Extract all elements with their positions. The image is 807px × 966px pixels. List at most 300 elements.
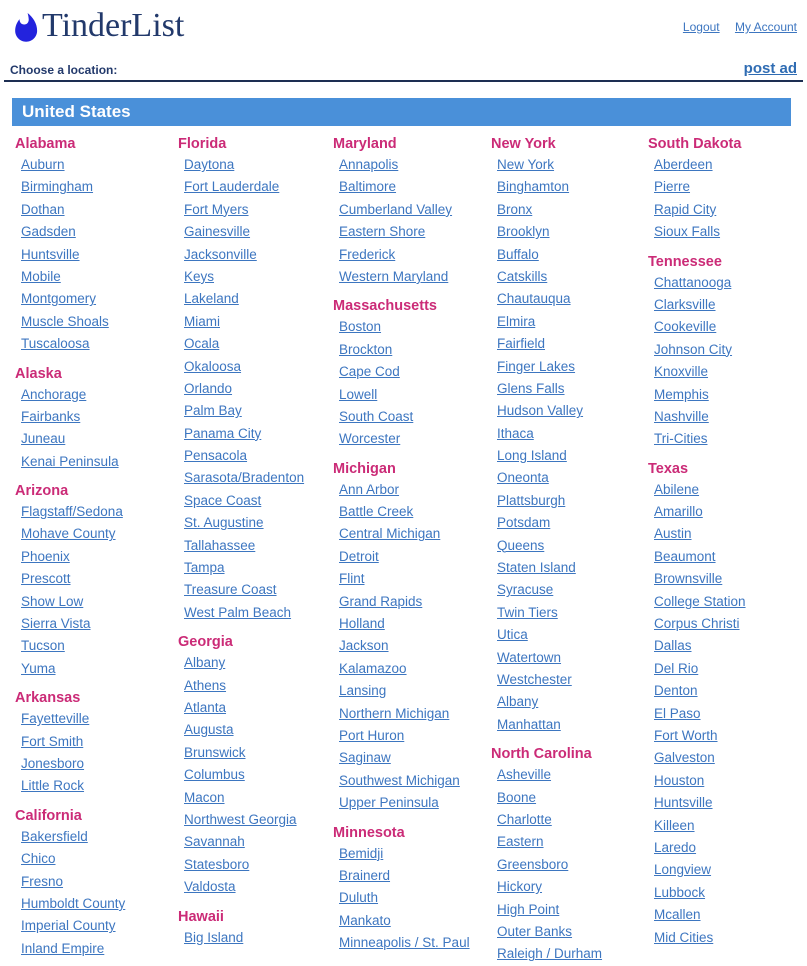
city-link[interactable]: Syracuse <box>497 582 554 598</box>
tinderlist-logo[interactable] <box>10 8 184 44</box>
state-group <box>15 689 178 798</box>
city-link[interactable]: Binghamton <box>497 179 570 195</box>
city-list-item <box>184 266 333 288</box>
city-link[interactable]: Hudson Valley <box>497 403 584 419</box>
city-link[interactable]: Statesboro <box>184 856 250 872</box>
city-list-item <box>184 579 333 601</box>
city-link[interactable]: Eastern <box>497 834 544 850</box>
country-title: United States <box>22 102 131 121</box>
city-link[interactable]: Tucson <box>21 638 65 654</box>
city-link[interactable]: Kenai Peninsula <box>21 453 119 469</box>
city-link[interactable]: Northwest Georgia <box>184 811 297 827</box>
city-list-item <box>654 680 807 702</box>
city-link[interactable]: Dallas <box>654 638 692 654</box>
city-list-item <box>21 333 178 355</box>
city-link[interactable]: Montgomery <box>21 291 97 307</box>
city-list-item <box>654 613 807 635</box>
city-link[interactable]: Houston <box>654 772 705 788</box>
state-group <box>333 135 491 288</box>
city-link[interactable]: Palm Bay <box>184 403 242 419</box>
city-list-item <box>339 568 491 590</box>
city-list <box>648 479 807 949</box>
city-link[interactable]: Clarksville <box>654 296 716 312</box>
city-list-item <box>339 725 491 747</box>
my-account-link[interactable]: My Account <box>734 20 797 34</box>
city-list-item <box>184 512 333 534</box>
city-list <box>333 843 491 955</box>
city-link[interactable]: Austin <box>654 526 692 542</box>
city-link[interactable]: Savannah <box>184 834 245 850</box>
city-list-item <box>654 725 807 747</box>
city-link[interactable]: Battle Creek <box>339 504 414 520</box>
city-link[interactable]: Utica <box>497 627 528 643</box>
city-link[interactable]: Atlanta <box>184 699 227 715</box>
city-link[interactable]: West Palm Beach <box>184 604 292 620</box>
city-list-item <box>21 871 178 893</box>
city-link[interactable]: Brownsville <box>654 571 723 587</box>
city-list-item <box>21 221 178 243</box>
city-list-item <box>339 703 491 725</box>
city-list-item <box>21 546 178 568</box>
city-list-item <box>339 523 491 545</box>
city-link[interactable]: Corpus Christi <box>654 616 740 632</box>
city-link[interactable]: Panama City <box>184 425 262 441</box>
city-link[interactable]: Laredo <box>654 839 697 855</box>
city-list-item <box>497 669 648 691</box>
city-link[interactable]: Southwest Michigan <box>339 772 460 788</box>
city-link[interactable]: Sierra Vista <box>21 616 91 632</box>
city-link[interactable]: Little Rock <box>21 778 85 794</box>
city-link[interactable]: Athens <box>184 677 227 693</box>
state-header: North Carolina <box>491 746 592 763</box>
city-list-item <box>339 221 491 243</box>
city-link[interactable]: Huntsville <box>21 246 80 262</box>
city-list-item <box>339 339 491 361</box>
state-header: Florida <box>178 136 227 152</box>
city-list-item <box>497 378 648 400</box>
city-list-item <box>21 568 178 590</box>
city-list-item <box>497 244 648 266</box>
city-list-item <box>184 719 333 741</box>
state-header: California <box>15 807 82 824</box>
city-link[interactable]: Boone <box>497 789 537 805</box>
city-link[interactable]: Lowell <box>339 386 378 402</box>
city-link[interactable]: Jacksonville <box>184 246 257 262</box>
city-list <box>15 501 178 680</box>
city-link[interactable]: Dothan <box>21 201 65 217</box>
city-link[interactable]: Saginaw <box>339 750 391 766</box>
city-list <box>15 384 178 474</box>
city-link[interactable]: Orlando <box>184 380 233 396</box>
city-link[interactable]: Chico <box>21 851 56 867</box>
city-list-item <box>339 680 491 702</box>
city-link[interactable]: Macon <box>184 789 225 805</box>
city-list-item <box>654 406 807 428</box>
city-link[interactable]: Ithaca <box>497 425 534 441</box>
city-link[interactable]: Mohave County <box>21 526 116 542</box>
city-link[interactable]: Space Coast <box>184 492 262 508</box>
city-link[interactable]: Albany <box>184 655 226 671</box>
city-list <box>333 479 491 815</box>
city-link[interactable]: Cape Cod <box>339 364 400 380</box>
city-link[interactable]: Raleigh / Durham <box>497 946 603 962</box>
city-list-item <box>497 899 648 921</box>
state-group <box>178 135 333 624</box>
city-link[interactable]: Aberdeen <box>654 157 713 172</box>
city-link[interactable]: Mobile <box>21 268 61 284</box>
city-list-item <box>497 423 648 445</box>
city-list-item <box>654 176 807 198</box>
state-group <box>648 135 807 244</box>
city-link[interactable]: El Paso <box>654 705 701 721</box>
city-link[interactable]: Kalamazoo <box>339 660 407 676</box>
city-link[interactable]: Brunswick <box>184 744 246 760</box>
city-link[interactable]: Jackson <box>339 638 389 654</box>
city-link[interactable]: Ocala <box>184 336 220 352</box>
state-group <box>178 908 333 949</box>
city-list-item <box>497 512 648 534</box>
city-list <box>491 154 648 736</box>
city-link[interactable]: Brooklyn <box>497 224 550 240</box>
city-link[interactable]: Cookeville <box>654 319 717 335</box>
city-list-item <box>21 288 178 310</box>
city-link[interactable]: Denton <box>654 683 698 699</box>
city-link[interactable]: Eastern Shore <box>339 224 426 240</box>
city-list-item <box>184 764 333 786</box>
city-link[interactable]: Fort Smith <box>21 733 84 749</box>
city-link[interactable]: Gainesville <box>184 224 251 240</box>
city-list-item <box>497 199 648 221</box>
city-link[interactable]: Buffalo <box>497 246 539 262</box>
city-link[interactable]: Greensboro <box>497 856 569 872</box>
city-link[interactable]: Glens Falls <box>497 380 565 396</box>
city-link[interactable]: Frederick <box>339 246 396 262</box>
city-link[interactable]: Brockton <box>339 341 393 357</box>
city-link[interactable]: Lansing <box>339 683 387 699</box>
city-link[interactable]: Nashville <box>654 408 709 424</box>
city-list-item <box>654 479 807 501</box>
city-list-item <box>339 887 491 909</box>
state-group <box>648 253 807 451</box>
city-list <box>648 272 807 451</box>
logout-link[interactable]: Logout <box>682 20 720 34</box>
city-link[interactable]: Columbus <box>184 767 245 783</box>
divider-rule <box>4 80 803 82</box>
top-bar <box>0 0 807 44</box>
city-link[interactable]: Long Island <box>497 448 567 464</box>
city-link[interactable]: Bemidji <box>339 845 384 861</box>
city-link[interactable]: Johnson City <box>654 341 733 357</box>
city-link[interactable]: Sarasota/Bradenton <box>184 470 305 486</box>
city-list-item <box>21 428 178 450</box>
city-link[interactable]: St. Augustine <box>184 515 264 531</box>
state-header: Alabama <box>15 136 76 152</box>
city-link[interactable]: Jonesboro <box>21 755 85 771</box>
city-link[interactable]: Grand Rapids <box>339 593 423 609</box>
city-list-item <box>21 731 178 753</box>
state-header: South Dakota <box>648 136 742 152</box>
city-list-item <box>654 316 807 338</box>
city-link[interactable]: Bakersfield <box>21 828 88 844</box>
city-link[interactable]: Auburn <box>21 157 65 172</box>
logo-text: TinderList <box>42 7 185 44</box>
city-list-item <box>184 652 333 674</box>
city-list-item <box>184 490 333 512</box>
city-link[interactable]: Charlotte <box>497 811 552 827</box>
city-link[interactable]: Staten Island <box>497 560 576 576</box>
city-link[interactable]: Fresno <box>21 873 64 889</box>
city-link[interactable]: Rapid City <box>654 201 717 217</box>
city-link[interactable]: Port Huron <box>339 727 405 743</box>
city-list-item <box>339 658 491 680</box>
city-link[interactable]: Show Low <box>21 593 84 609</box>
city-link[interactable]: Westchester <box>497 671 572 687</box>
city-list-item <box>21 199 178 221</box>
city-link[interactable]: Abilene <box>654 481 700 497</box>
city-list-item <box>654 770 807 792</box>
state-column-2 <box>178 126 333 966</box>
city-list-item <box>21 501 178 523</box>
post-ad-link[interactable]: post ad <box>743 60 797 77</box>
city-link[interactable]: Hickory <box>497 879 543 895</box>
city-link[interactable]: Daytona <box>184 157 235 172</box>
city-link[interactable]: Western Maryland <box>339 268 449 284</box>
state-group <box>333 297 491 450</box>
city-link[interactable]: Central Michigan <box>339 526 441 542</box>
city-link[interactable]: Huntsville <box>654 795 713 811</box>
city-link[interactable]: Flagstaff/Sedona <box>21 504 123 520</box>
city-list-item <box>497 266 648 288</box>
city-link[interactable]: Minneapolis / St. Paul <box>339 935 470 951</box>
city-link[interactable]: Northern Michigan <box>339 705 450 721</box>
city-link[interactable]: Manhattan <box>497 716 561 732</box>
city-list-item <box>654 703 807 725</box>
city-link[interactable]: Fort Lauderdale <box>184 179 280 195</box>
city-link[interactable]: Chattanooga <box>654 274 732 290</box>
city-link[interactable]: Asheville <box>497 767 552 783</box>
city-link[interactable]: Oneonta <box>497 470 549 486</box>
city-list-item <box>497 176 648 198</box>
city-list-item <box>21 775 178 797</box>
city-link[interactable]: Tallahassee <box>184 537 256 553</box>
city-link[interactable]: Fort Worth <box>654 727 718 743</box>
city-link[interactable]: Okaloosa <box>184 358 242 374</box>
city-list-item <box>497 400 648 422</box>
city-list-item <box>497 854 648 876</box>
city-list-item <box>339 244 491 266</box>
city-link[interactable]: Elmira <box>497 313 536 329</box>
city-list-item <box>654 272 807 294</box>
city-list-item <box>21 176 178 198</box>
city-link[interactable]: College Station <box>654 593 746 609</box>
city-list-item <box>497 288 648 310</box>
city-link[interactable]: Fairfield <box>497 336 546 352</box>
city-list-item <box>184 199 333 221</box>
state-group <box>333 824 491 955</box>
location-columns <box>0 126 807 966</box>
city-link[interactable]: Humboldt County <box>21 895 126 911</box>
city-list-item <box>654 384 807 406</box>
state-group <box>15 482 178 680</box>
city-link[interactable]: Flint <box>339 571 365 587</box>
city-link[interactable]: Chautauqua <box>497 291 571 307</box>
city-link[interactable]: Galveston <box>654 750 715 766</box>
city-link[interactable]: Potsdam <box>497 515 551 531</box>
city-link[interactable]: Finger Lakes <box>497 358 576 374</box>
city-list-item <box>654 882 807 904</box>
city-link[interactable]: Detroit <box>339 548 379 564</box>
city-link[interactable]: Boston <box>339 319 382 335</box>
city-list-item <box>497 787 648 809</box>
city-link[interactable]: Inland Empire <box>21 940 105 956</box>
city-link[interactable]: Tri-Cities <box>654 431 708 447</box>
city-link[interactable]: Watertown <box>497 649 562 665</box>
city-link[interactable]: Keys <box>184 268 215 284</box>
city-link[interactable]: South Coast <box>339 408 414 424</box>
city-link[interactable]: Sioux Falls <box>654 224 721 240</box>
city-list-item <box>497 921 648 943</box>
city-link[interactable]: Holland <box>339 616 385 632</box>
city-list-item <box>497 467 648 489</box>
city-list-item <box>21 244 178 266</box>
city-list-item <box>21 266 178 288</box>
city-link[interactable]: Mankato <box>339 912 391 928</box>
city-list <box>15 826 178 960</box>
city-list-item <box>339 792 491 814</box>
city-link[interactable]: Annapolis <box>339 157 399 172</box>
city-link[interactable]: Lakeland <box>184 291 239 307</box>
city-link[interactable]: Fairbanks <box>21 408 81 424</box>
city-link[interactable]: Worcester <box>339 431 401 447</box>
city-list-item <box>21 311 178 333</box>
city-list-item <box>339 635 491 657</box>
city-link[interactable]: Catskills <box>497 268 548 284</box>
city-link[interactable]: Ann Arbor <box>339 481 400 497</box>
city-list-item <box>339 546 491 568</box>
city-link[interactable]: Fort Myers <box>184 201 249 217</box>
state-header: Michigan <box>333 460 396 477</box>
city-link[interactable]: Beaumont <box>654 548 716 564</box>
city-link[interactable]: Tuscaloosa <box>21 336 90 352</box>
city-list-item <box>497 535 648 557</box>
state-header: Massachusetts <box>333 298 437 315</box>
city-link[interactable]: Juneau <box>21 431 66 447</box>
city-list-item <box>654 815 807 837</box>
flame-icon <box>10 12 41 43</box>
city-link[interactable]: Del Rio <box>654 660 699 676</box>
state-header: New York <box>491 136 556 152</box>
city-link[interactable]: Pierre <box>654 179 691 195</box>
city-list-item <box>184 176 333 198</box>
city-list-item <box>21 826 178 848</box>
city-link[interactable]: Phoenix <box>21 548 70 564</box>
city-link[interactable]: Augusta <box>184 722 234 738</box>
city-list-item <box>497 154 648 176</box>
state-column-4 <box>491 126 648 966</box>
city-link[interactable]: Amarillo <box>654 504 703 520</box>
state-group <box>491 745 648 966</box>
state-header: Arkansas <box>15 690 81 707</box>
city-list-item <box>339 865 491 887</box>
state-header: Maryland <box>333 136 397 152</box>
city-link[interactable]: Knoxville <box>654 364 709 380</box>
city-list-item <box>339 613 491 635</box>
choose-location-label: Choose a location: <box>10 63 118 77</box>
city-list-item <box>184 787 333 809</box>
state-group <box>648 460 807 949</box>
city-link[interactable]: High Point <box>497 901 560 917</box>
city-list-item <box>339 747 491 769</box>
city-link[interactable]: Birmingham <box>21 179 94 195</box>
city-link[interactable]: Imperial County <box>21 918 116 934</box>
city-link[interactable]: New York <box>497 157 555 172</box>
city-link[interactable]: Tampa <box>184 560 225 576</box>
city-list <box>15 154 178 356</box>
city-list-item <box>654 591 807 613</box>
city-link[interactable]: Fayetteville <box>21 711 90 727</box>
city-link[interactable]: Treasure Coast <box>184 582 277 598</box>
city-link[interactable]: Outer Banks <box>497 923 573 939</box>
city-link[interactable]: Albany <box>497 694 539 710</box>
account-links <box>671 20 797 34</box>
city-link[interactable]: Gadsden <box>21 224 76 240</box>
city-link[interactable]: Upper Peninsula <box>339 795 439 811</box>
city-link[interactable]: Anchorage <box>21 386 87 402</box>
city-link[interactable]: Yuma <box>21 660 56 676</box>
city-link[interactable]: Bronx <box>497 201 533 217</box>
city-link[interactable]: Lubbock <box>654 884 706 900</box>
city-list-item <box>21 848 178 870</box>
city-link[interactable]: Duluth <box>339 890 379 906</box>
city-link[interactable]: Prescott <box>21 571 71 587</box>
city-link[interactable]: Brainerd <box>339 867 391 883</box>
city-list-item <box>21 384 178 406</box>
city-link[interactable]: Muscle Shoals <box>21 313 109 329</box>
state-group <box>15 365 178 474</box>
city-list-item <box>497 445 648 467</box>
city-link[interactable]: Twin Tiers <box>497 604 558 620</box>
state-column-3 <box>333 126 491 966</box>
city-link[interactable]: Longview <box>654 862 712 878</box>
city-list-item <box>654 792 807 814</box>
city-list-item <box>654 904 807 926</box>
city-list-item <box>497 333 648 355</box>
city-list-item <box>339 932 491 954</box>
city-link[interactable]: Miami <box>184 313 220 329</box>
city-list-item <box>654 568 807 590</box>
city-link[interactable]: Mcallen <box>654 907 701 923</box>
city-list-item <box>21 753 178 775</box>
state-header: Alaska <box>15 365 62 382</box>
city-link[interactable]: Memphis <box>654 386 709 402</box>
city-link[interactable]: Big Island <box>184 929 244 945</box>
state-group <box>15 807 178 960</box>
city-list-item <box>339 316 491 338</box>
state-header: Georgia <box>178 634 233 651</box>
city-list-item <box>184 809 333 831</box>
city-link[interactable]: Cumberland Valley <box>339 201 453 217</box>
city-link[interactable]: Queens <box>497 537 545 553</box>
city-link[interactable]: Plattsburgh <box>497 492 566 508</box>
city-link[interactable]: Mid Cities <box>654 929 714 945</box>
city-link[interactable]: Pensacola <box>184 448 248 464</box>
city-list-item <box>184 675 333 697</box>
city-link[interactable]: Killeen <box>654 817 695 833</box>
city-list-item <box>184 557 333 579</box>
city-link[interactable]: Baltimore <box>339 179 397 195</box>
state-column-5 <box>648 126 807 966</box>
city-link[interactable]: Valdosta <box>184 879 236 895</box>
